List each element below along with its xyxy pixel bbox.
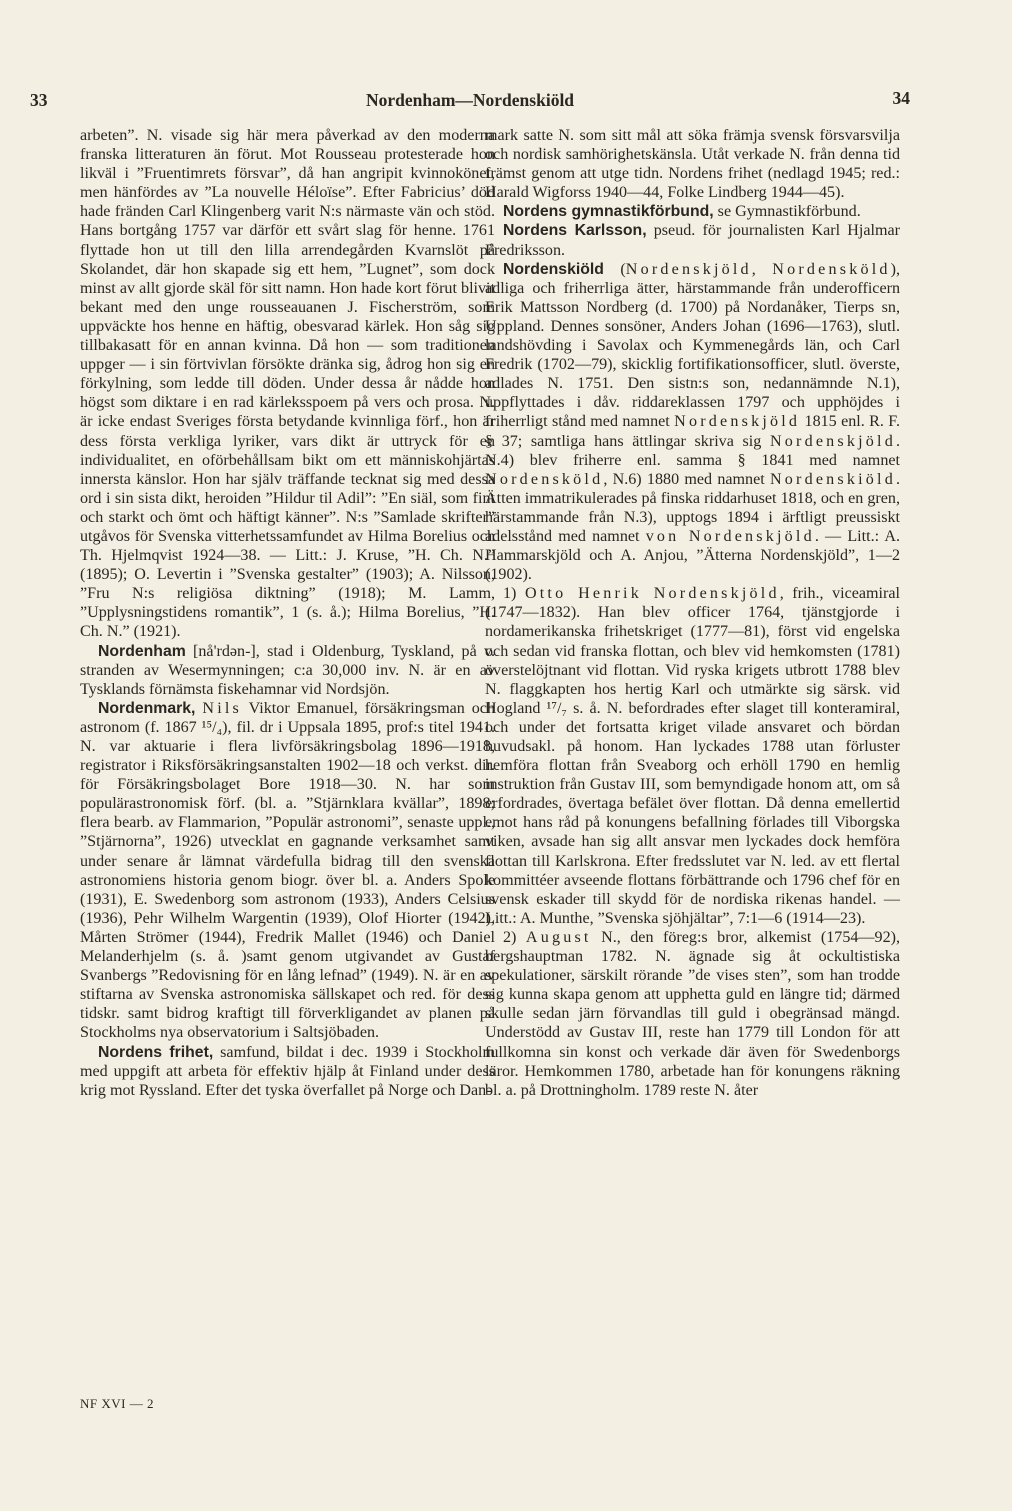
entry-text: se Gymnastikförbund. [713, 203, 861, 221]
entry-headword: Nordens gymnastikförbund, [503, 203, 714, 221]
paragraph-continued: arbeten”. N. visade sig här mera påverkad av den moderna franska litteraturen än förut. Mot Rousseau protesterade hon likväl i ”Fruentimrets försvar”, då han angripit kvinnokönet, men hänfördes av ”La nouvelle Héloïse”. Efter Fabricius’ död hade fränden Carl Klingenberg varit N:s närmaste vän och stöd. Hans bortgång 1757 var därför ett svårt slag för henne. 1761 flyttade hon ut till den lilla arrendegården Kvarnslöt på Skolandet, där hon skapade sig ett hem, ”Lugnet”, som dock minst av allt gjorde skäl för sitt namn. Hon hade kort förut blivit bekant med den unge rousseauanen J. Fischerström, som uppväckte hos henne en häftig, obesvarad kärlek. Hon såg sig tillbakasatt för en annan kvinna. Då hon — som traditionen uppger — i sin förtvivlan försökte dränka sig, ådrog hon sig en förkylning, som ledde till döden. Under dessa år nådde hon högst som diktare i en rad kärleksspoem på vers och prosa. N. är icke endast Sveriges första betydande kvinnliga förf., hon är dess första verkliga lyriker, vars dikt är uttryck för en individualitet, en oförbehållsam bikt om ett människohjärtas innersta känslor. Hon har själv träffande tecknat sig med dessa ord i sin sista dikt, heroiden ”Hildur til Adil”: ”En siäl, som fint och starkt och ömt och häftigt känner”. N:s ”Samlade skrifter” utgåvos för Svenska vitterhetssamfundet av Hilma Borelius och Th. Hjelmqvist 1924—38. — Litt.: J. Kruse, ”H. Ch. N.” (1895); O. Levertin i ”Svenska gestalter” (1903); A. Nilsson, ”Fru N:s religiösa diktning” (1918); M. Lamm, ”Upplysningstidens romantik”, 1 (s. å.); Hilma Borelius, ”H. Ch. N.” (1921). [80, 127, 495, 641]
spaced-name: August [525, 928, 592, 946]
page-number-left: 33 [30, 90, 48, 110]
entry-nordens-gymnastikforbund [485, 202, 900, 221]
entry-text: pseud. för journalisten Karl Hjalmar Fredriksson. [485, 222, 901, 259]
entry-headword: Nordens Karlsson, [503, 222, 647, 240]
subentry-number: 2) [503, 928, 526, 946]
entry-headword: Nordenmark, [98, 699, 196, 717]
entry-text: , [751, 260, 773, 278]
entry-text: Viktor Emanuel, försäkringsman och astronom (f. 1867 ¹⁵/₄), fil. dr i Uppsala 1895, prof:s titel 1941. N. var aktuarie i flera livförsäkringsbolag 1896—1918, registrator i Riksförsäkringsanstalten 1902—18 och verkst. dir. för Försäkringsbolaget Bore 1918—30. N. har som populärastronomisk förf. (bl. a. ”Stjärnklara kvällar”, 1898; flera bearb. av Flammarion, ”Populär astronomi”, senaste uppl., ”Stjärnorna”, 1926) utvecklat en gagnande verksamhet samt under senare år lämnat värdefulla bidrag till den svenska astronomiens historia genom biogr. över bl. a. Anders Spole (1931), E. Swedenborg som astronom (1933), Anders Celsius (1936), Pehr Wilhelm Wargentin (1939), Olof Hiorter (1942), Mårten Strömer (1944), Fredrik Mallet (1946) och Daniel Melanderhjelm (s. å. )samt genom utgivandet av Gustaf Svanbergs ”Redovisning för en lång lefnad” (1949). N. är en av stiftarna av Svenska astronomiska sällskapet och red. för dess tidskr. samt bidrog kraftigt till förverkligandet av planen på Stockholms nya observatorium i Saltsjöbaden. [80, 699, 495, 1042]
spaced-name: Nordenskjöld [674, 413, 801, 431]
entry-nordens-karlsson [485, 221, 900, 259]
entry-text: ( [603, 260, 626, 278]
entry-headword: Nordenham [98, 642, 186, 660]
page-header [30, 90, 910, 116]
entry-nordenmark [80, 699, 495, 1043]
entry-text: [nå'rdən-], stad i Oldenburg, Tyskland, på v. stranden av Wesermynningen; c:a 30,000 inv. N. är en av Tysklands förnämsta fiskehamnar vid Nordsjön. [80, 642, 495, 698]
entry-text: 1815 enl. R. F. § 37; samtliga hans ättlingar skriva sig [485, 413, 900, 450]
page-number-right: 34 [892, 88, 910, 108]
signature-mark: NF XVI — 2 [80, 1396, 154, 1411]
subentry-otto-henrik [485, 584, 900, 928]
entry-text: . — Litt.: A. Hammarskjöld och A. Anjou, ”Ätterna Nordenskjöld”, 1—2 (1902). [485, 527, 901, 584]
spaced-name: Otto Henrik Nordenskjöld [524, 585, 780, 603]
spaced-name: von Nordenskjöld [645, 527, 815, 545]
entry-text: . N.4) blev friherre enl. samma § 1841 med namnet [485, 432, 900, 469]
spaced-name: Nordenskjöld [769, 432, 896, 450]
entry-headword: Nordens frihet, [98, 1043, 214, 1061]
paragraph-continued: mark satte N. som sitt mål att söka främja svensk försvarsvilja och nordisk samhörighetskänsla. Utåt verkade N. från denna tid främst genom att utge tidn. Nordens frihet (nedlagd 1945; red.: Harald Wigforss 1940—44, Folke Lindberg 1944—45). [485, 127, 900, 202]
right-column [485, 126, 900, 1100]
entry-text: , frih., viceamiral (1747—1832). Han blev officer 1764, tjänstgjorde i nordamerikanska frihetskriget (1777—81), först vid engelska och sedan vid franska flottan, och blev vid hemkomsten (1781) överstelöjtnant vid flottan. Vid ryska krigets utbrott 1788 blev N. flaggkapten hos hertig Karl och utmärkte sig särsk. vid Hogland ¹⁷/₇ s. å. N. befordrades efter slaget till konteramiral, och under det fortsatta kriget vilade ansvaret och bördan huvudsakl. på honom. Han lyckades 1788 utan förluster hemföra flottan från Sveaborg och erhöll 1790 en hemlig instruktion från Gustav III, som bemyndigade honom att, om så erfordrades, övertaga befälet över flottan. Då denna emellertid emot hans råd på konungens befallning förlades till Viborgska viken, avsade han sig allt ansvar men lyckades dock hemföra flottan till Karlskrona. Efter fredsslutet var N. led. av ett flertal kommittéer avseende flottans förbättrande och 1796 chef för en svensk eskader till skydd för de nordiska rikenas handel. — Litt.: A. Munthe, ”Svenska sjöhjältar”, 7:1—6 (1914—23). [485, 585, 900, 927]
entry-nordenham [80, 642, 495, 699]
entry-text: samfund, bildat i dec. 1939 i Stockholm med uppgift att arbeta för effektiv hjälp åt Finland under dess krig mot Ryssland. Efter det tyska överfallet på Norge och Dan- [80, 1043, 495, 1099]
spaced-name: Nordenskjöld [625, 260, 752, 278]
running-head: Nordenham—Nordenskiöld [365, 90, 575, 110]
spaced-name: Nordensköld [772, 260, 891, 278]
spaced-name: Nordenskiöld [769, 470, 896, 488]
entry-text: N., den föreg:s bror, alkemist (1754—92), bergshauptman 1782. N. ägnade sig åt ockultistiska spekulationer, särskilt rörande ”de vises sten”, som han trodde sig kunna skapa genom att upphetta guld en längre tid; därmed skulle sedan järn förvandlas till guld i obegränsad mängd. Understödd av Gustav III, reste han 1779 till London för att fullkomna sin konst och verkade där även för Swedenborgs läror. Hemkommen 1780, arbetade han för konungens räkning bl. a. på Drottningholm. 1789 reste N. åter [485, 928, 900, 1099]
entry-text: . Ätten immatrikulerades på finska riddarhuset 1818, och en gren, härstammande från N.3), upptogs 1894 i ärftligt preussiskt adelsstånd med namnet [485, 470, 900, 545]
subentry-august [485, 928, 900, 1100]
entry-headword: Nordenskiöld [503, 260, 604, 278]
spaced-name: Nils [202, 699, 243, 717]
entry-text: ), adliga och friherrliga ätter, härstammande från underofficern Erik Mattsson Nordberg (d. 1700) på Nordanåker, Tierps sn, Uppland. Dennes sonsöner, Anders Johan (1696—1763), slutl. landshövding i Savolax och Kymmenegårds län, och Carl Fredrik (1702—79), skicklig fortifikationsofficer, slutl. överste, adlades N. 1751. Den sistn:s son, nedannämnde N.1), uppflyttades i dåv. riddareklassen 1797 och upphöjdes i friherrligt stånd med namnet [485, 260, 900, 431]
entry-text: , N.6) 1880 med namnet [603, 470, 770, 488]
left-column [80, 126, 495, 1100]
spaced-name: Nordensköld [485, 470, 604, 488]
entry-nordens-frihet [80, 1043, 495, 1100]
subentry-number: 1) [503, 585, 525, 603]
entry-nordenskiold [485, 260, 900, 585]
